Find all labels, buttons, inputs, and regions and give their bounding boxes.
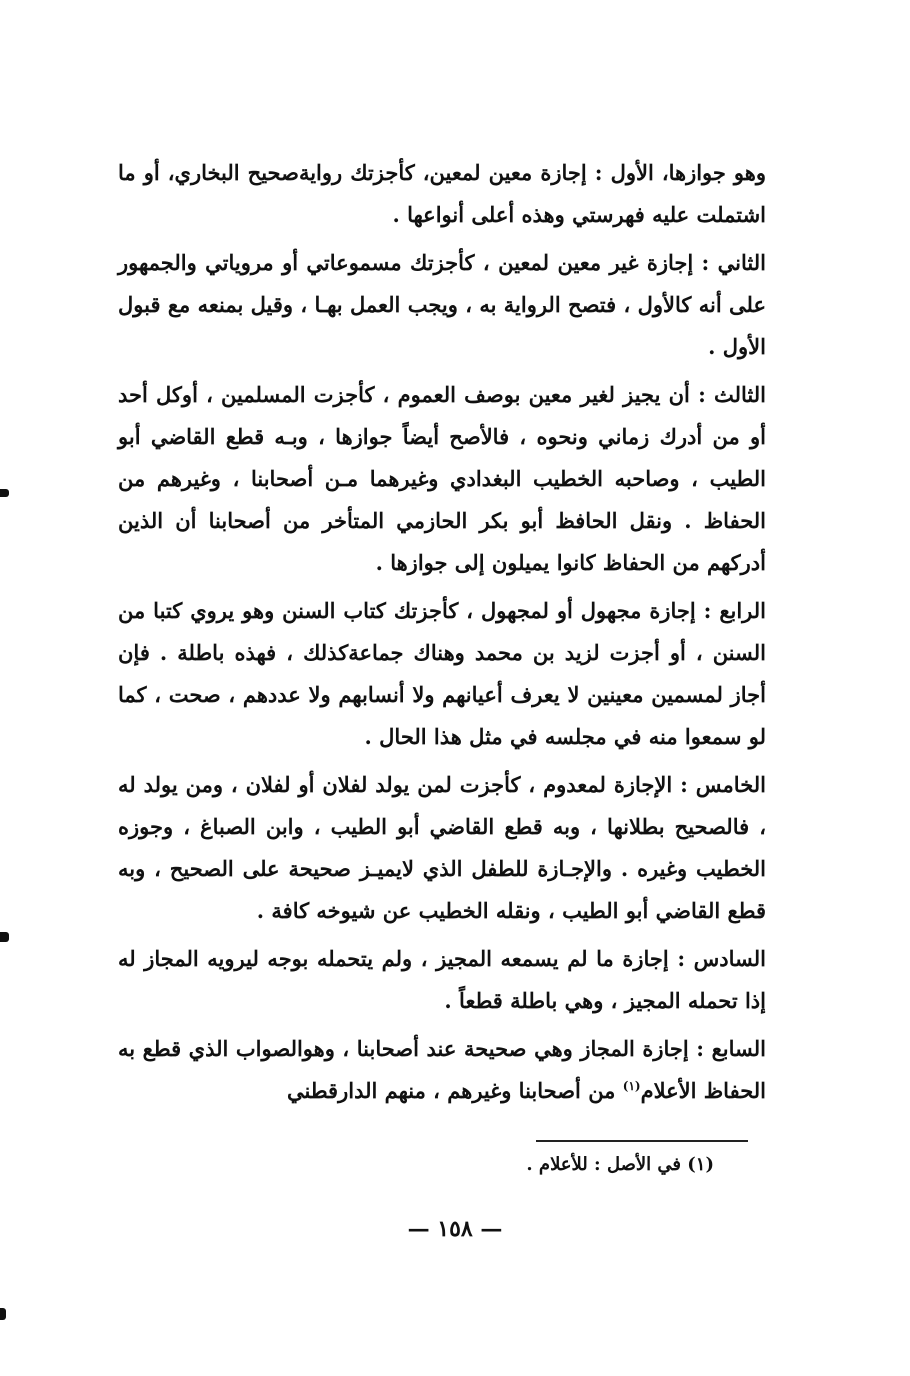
footnote-divider <box>536 1140 748 1142</box>
paragraph-continuation: وهو جوازها، الأول : إجازة معين لمعين، كأجزتك روايةصحيح البخاري، أو ما اشتملت عليه فهرستي وهذه أعلى أنواعها . <box>118 160 766 227</box>
footnote-reference: (١) <box>622 1079 641 1093</box>
scan-edge-mark <box>0 1308 6 1320</box>
main-text <box>118 152 766 1118</box>
paragraph-sixth-type: السادس : إجازة ما لم يسمعه المجيز ، ولم يتحمله بوجه ليرويه المجاز له إذا تحمله المجيز ، وهي باطلة قطعاً . <box>118 946 766 1013</box>
paragraph-second-type: الثاني : إجازة غير معين لمعين ، كأجزتك مسموعاتي أو مروياتي والجمهور على أنه كالأول ، فتصح الرواية به ، ويجب العمل بهـا ، وقيل بمنعه مع قبول الأول . <box>118 250 766 359</box>
seventh-text-before-ref: السابع : إجازة المجاز وهي صحيحة عند أصحابنا ، وهوالصواب الذي قطع به الحفاظ الأعلام <box>118 1036 766 1103</box>
paragraph-fourth-type: الرابع : إجازة مجهول أو لمجهول ، كأجزتك كتاب السنن وهو يروي كتبا من السنن ، أو أجزت لزيد بن محمد وهناك جماعةكذلك ، فهذه باطلة . فإن أجاز لمسمين معينين لا يعرف أعيانهم ولا أنسابهم ولا عددهم ، صحت ، كما لو سمعوا منه في مجلسه في مثل هذا الحال . <box>118 598 766 749</box>
page-number: — ١٥٨ — <box>407 1216 503 1242</box>
paragraph-fifth-type: الخامس : الإجازة لمعدوم ، كأجزت لمن يولد لفلان أو لفلان ، ومن يولد له ، فالصحيح بطلانها ، وبه قطع القاضي أبو الطيب ، وابن الصباغ ، وجوزه الخطيب وغيره . والإجـازة للطفل الذي لايميـز صحيحة على الصحيح ، وبه قطع القاضي أبو الطيب ، ونقله الخطيب عن شيوخه كافة . <box>118 772 766 923</box>
paragraph-seventh-type <box>118 1028 766 1112</box>
seventh-text-after-ref: من أصحابنا وغيرهم ، منهم الدارقطني <box>286 1078 623 1103</box>
footnote: (١) في الأصل : للأعلام . <box>526 1154 714 1175</box>
paragraph-third-type: الثالث : أن يجيز لغير معين بوصف العموم ، كأجزت المسلمين ، أوكل أحد أو من أدرك زماني ونحوه ، فالأصح أيضاً جوازها ، وبـه قطع القاضي أبو الطيب ، وصاحبه الخطيب البغدادي وغيرهما مـن أصحابنا ، وغيرهم من الحفاظ . ونقل الحافظ أبو بكر الحازمي المتأخر من أصحابنا أن الذين أدركهم من الحفاظ كانوا يميلون إلى جوازها . <box>118 382 766 575</box>
scan-edge-mark <box>0 932 9 942</box>
scan-edge-mark <box>0 489 9 497</box>
